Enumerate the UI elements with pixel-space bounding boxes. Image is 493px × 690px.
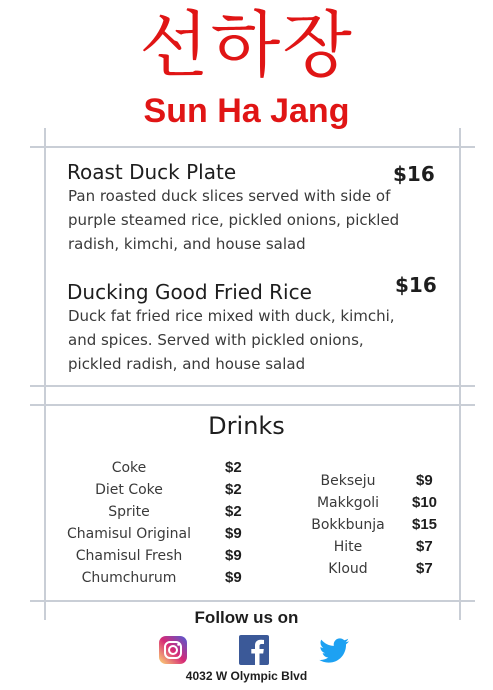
drink-name: Sprite	[108, 504, 150, 520]
restaurant-name-english: Sun Ha Jang	[143, 92, 350, 130]
restaurant-name-korean: 선하장	[139, 3, 354, 87]
drink-name: Bekseju	[320, 473, 376, 489]
menu-item-name: Roast Duck Plate	[67, 160, 237, 184]
description-line: and spices. Served with pickled onions,	[68, 331, 364, 349]
drink-row	[50, 523, 260, 545]
frame-line-mid-2	[30, 404, 475, 406]
follow-us-label: Follow us on	[194, 608, 299, 627]
description-line: pickled radish, and house salad	[68, 355, 306, 373]
drink-price: $9	[225, 569, 242, 586]
drink-price: $9	[225, 547, 242, 564]
drink-row	[50, 567, 260, 589]
menu-item-name: Ducking Good Fried Rice	[67, 280, 312, 304]
drink-row	[298, 470, 458, 492]
drink-name: Hite	[333, 539, 363, 555]
drink-price: $2	[225, 481, 242, 498]
menu-item-description	[68, 304, 448, 376]
address: 4032 W Olympic Blvd	[185, 669, 308, 683]
drinks-heading: Drinks	[208, 412, 285, 440]
drink-price: $7	[416, 538, 433, 555]
description-line: radish, kimchi, and house salad	[68, 235, 306, 253]
description-line: Pan roasted duck slices served with side of	[68, 187, 391, 205]
drink-row	[50, 457, 260, 479]
drink-name: Makkgoli	[316, 495, 380, 511]
frame-line-left	[44, 128, 46, 620]
description-line: Duck fat fried rice mixed with duck, kimchi,	[68, 307, 395, 325]
drink-price: $7	[416, 560, 433, 577]
drink-name: Kloud	[328, 561, 368, 577]
drink-name: Chamisul Original	[66, 526, 192, 542]
drink-price: $2	[225, 459, 242, 476]
drink-name: Chumchurum	[81, 570, 177, 586]
frame-line-top	[30, 146, 475, 148]
drink-price: $15	[412, 516, 438, 533]
drink-price: $9	[225, 525, 242, 542]
drink-row	[50, 545, 260, 567]
drink-price: $2	[225, 503, 242, 520]
drink-name: Chamisul Fresh	[75, 548, 183, 564]
instagram-icon[interactable]	[158, 635, 188, 665]
menu-item-price: $16	[395, 273, 437, 297]
drink-row	[50, 501, 260, 523]
frame-line-bottom	[30, 600, 475, 602]
drink-row	[50, 479, 260, 501]
drink-price: $10	[412, 494, 438, 511]
drink-row	[298, 536, 458, 558]
drink-row	[298, 558, 458, 580]
drink-name: Diet Coke	[95, 482, 163, 498]
drink-row	[298, 514, 458, 536]
facebook-icon[interactable]	[239, 635, 269, 665]
frame-line-right	[459, 128, 461, 620]
frame-line-mid-1	[30, 385, 475, 387]
menu-item-description	[68, 184, 448, 256]
drink-name: Bokkbunja	[311, 517, 385, 533]
drink-row	[298, 492, 458, 514]
twitter-icon[interactable]	[318, 635, 348, 665]
drink-name: Coke	[111, 460, 147, 476]
menu-item-price: $16	[393, 162, 435, 186]
description-line: purple steamed rice, pickled onions, pickled	[68, 211, 400, 229]
drink-price: $9	[416, 472, 433, 489]
